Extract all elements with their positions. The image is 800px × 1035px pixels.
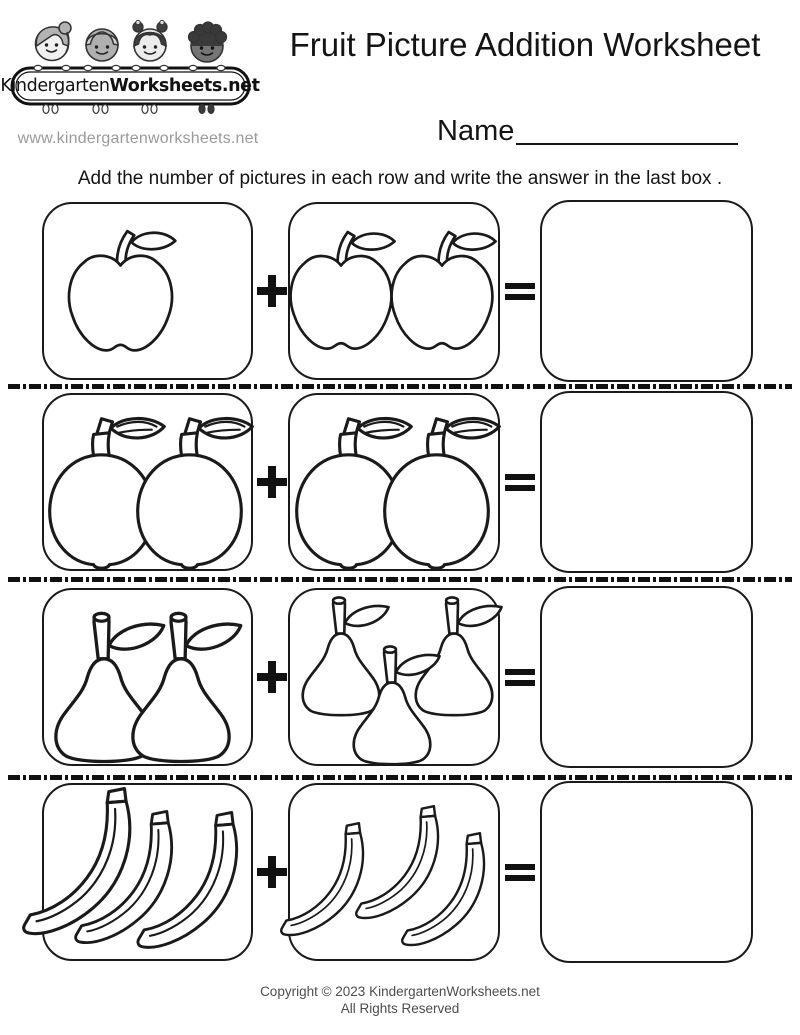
logo-brand-light: Kindergarten [0,76,110,96]
fruit-box-left [42,588,253,766]
banana-icon [394,832,515,953]
logo-kids-illustration [8,18,253,118]
instruction-text: Add the number of pictures in each row and write the answer in the last box . [77,168,723,189]
site-logo [0,18,260,147]
answer-box[interactable] [540,391,753,573]
fruit-box-right [288,588,500,766]
copyright-line: Copyright © 2023 KindergartenWorksheets.net [260,984,540,999]
answer-box[interactable] [540,200,753,382]
logo-url: www.kindergartenworksheets.net [17,130,259,147]
name-row [437,110,757,146]
logo-brand-text [0,69,260,103]
fruit-box-left [42,783,253,961]
banana-icon [128,811,274,957]
answer-box[interactable] [540,781,753,963]
name-write-line[interactable] [516,143,738,145]
pear-icon [326,639,458,771]
lemon-icon [111,414,268,571]
fruit-box-left [42,202,253,380]
apple-icon [375,224,509,358]
row-separator [8,775,792,780]
fruit-box-right [288,202,500,380]
fruit-box-left [42,393,253,571]
fruit-box-right [288,783,500,961]
lemon-icon [358,414,515,571]
equals-icon [505,283,535,300]
name-label: Name [437,115,515,147]
page-footer [0,984,800,1018]
equals-icon [505,669,535,686]
rights-line: All Rights Reserved [340,1000,460,1016]
equals-icon [505,864,535,881]
fruit-box-right [288,393,500,571]
row-separator [8,384,792,389]
answer-box[interactable] [540,586,753,768]
equals-icon [505,474,535,491]
logo-brand-bold: Worksheets.net [109,76,260,96]
pear-icon [98,604,264,770]
apple-icon [52,223,189,360]
row-separator [8,577,792,582]
page-title: Fruit Picture Addition Worksheet [289,26,761,63]
